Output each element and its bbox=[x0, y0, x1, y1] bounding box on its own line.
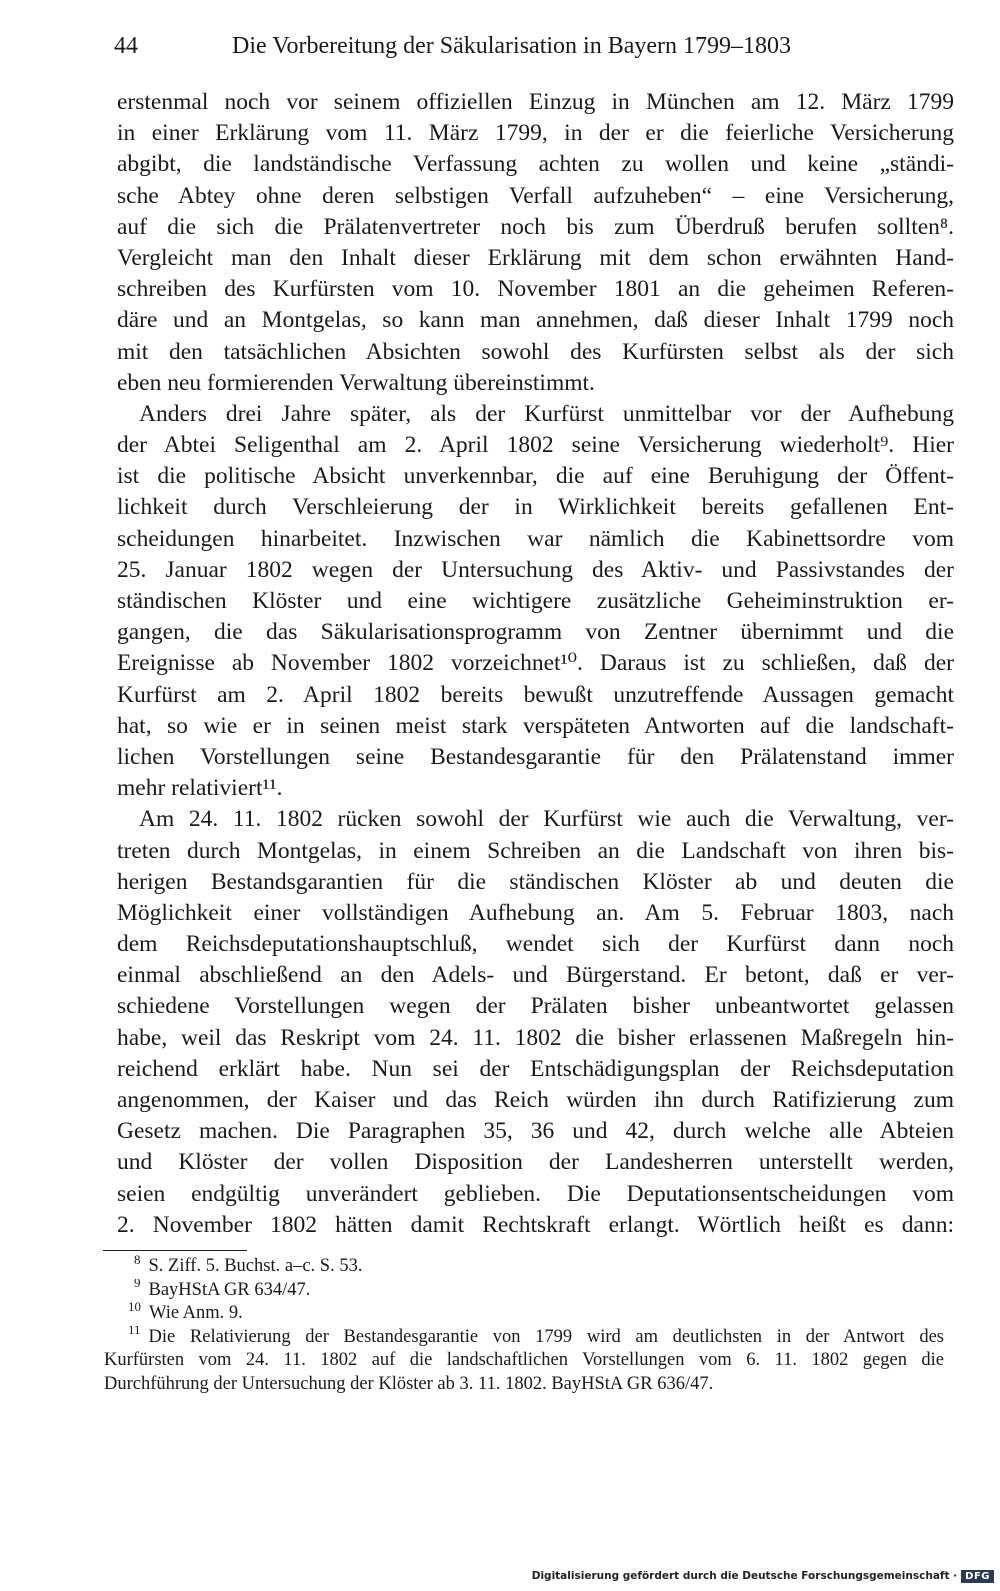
page-number: 44 bbox=[114, 33, 138, 59]
text-line: mehr relativiert¹¹. bbox=[117, 775, 283, 802]
page-header bbox=[114, 28, 954, 68]
footnote-text: S. Ziff. 5. Buchst. a–c. S. 53. bbox=[148, 1256, 363, 1276]
footnotes bbox=[104, 1255, 944, 1396]
text-line: schiedene Vorstellungen wegen der Prälaten bisher unbeantwortet gelassen bbox=[117, 993, 954, 1020]
footnote-11-line: Durchführung der Untersuchung der Klöster ab 3. 11. 1802. BayHStA GR 636/47. bbox=[104, 1373, 714, 1394]
dfg-logo: DFG bbox=[961, 1570, 994, 1583]
text-line: 2. November 1802 hätten damit Rechtskraft erlangt. Wörtlich heißt es dann: bbox=[117, 1211, 954, 1238]
text-line: schreiben des Kurfürsten vom 10. November 1801 an die geheimen Referen- bbox=[117, 276, 954, 303]
text-line: dem Reichsdeputationshauptschluß, wendet sich der Kurfürst dann noch bbox=[117, 931, 954, 958]
text-line: angenommen, der Kaiser und das Reich würden ihn durch Ratifizierung zum bbox=[117, 1087, 954, 1113]
text-line: Kurfürst am 2. April 1802 bereits bewußt unzutreffende Aussagen gemacht bbox=[117, 681, 954, 708]
text-line: treten durch Montgelas, in einem Schreiben an die Landschaft von ihren bis- bbox=[117, 837, 954, 864]
text-line: Ereignisse ab November 1802 vorzeichnet¹⁰. Daraus ist zu schließen, daß der bbox=[117, 650, 954, 677]
text-line: Möglichkeit einer vollständigen Aufhebung an. Am 5. Februar 1803, nach bbox=[117, 899, 954, 926]
text-line: auf die sich die Prälatenvertreter noch bis zum Überdruß berufen sollten⁸. bbox=[117, 213, 954, 240]
text-line: und Klöster der vollen Disposition der Landesherren unterstellt werden, bbox=[117, 1149, 954, 1176]
text-line: eben neu formierenden Verwaltung übereinstimmt. bbox=[117, 369, 595, 396]
text-line: lichkeit durch Verschleierung der in Wirklichkeit bereits gefallenen Ent- bbox=[117, 494, 954, 521]
text-line: gangen, die das Säkularisationsprogramm von Zentner übernimmt und die bbox=[117, 619, 954, 646]
text-line: Am 24. 11. 1802 rücken sowohl der Kurfürst wie auch die Verwaltung, ver- bbox=[139, 806, 954, 833]
text-line: Gesetz machen. Die Paragraphen 35, 36 und 42, durch welche alle Abteien bbox=[117, 1118, 954, 1145]
text-line: erstenmal noch vor seinem offiziellen Einzug in München am 12. März 1799 bbox=[117, 89, 954, 115]
text-line: in einer Erklärung vom 11. März 1799, in der er die feierliche Versicherung bbox=[117, 120, 954, 147]
text-line: ist die politische Absicht unverkennbar, die auf eine Beruhigung der Öffent- bbox=[117, 463, 954, 490]
text-line: lichen Vorstellungen seine Bestandesgarantie für den Prälatenstand immer bbox=[117, 743, 954, 770]
body-text bbox=[117, 87, 954, 1241]
footnote-text: Die Relativierung der Bestandesgarantie von 1799 wird am deutlichsten in der Antwort des bbox=[148, 1326, 944, 1347]
text-line: herigen Bestandsgarantien für die ständischen Klöster ab und deuten die bbox=[117, 868, 954, 895]
footnote-number: 9 bbox=[134, 1278, 141, 1291]
text-line: seien endgültig unverändert geblieben. Die Deputationsentscheidungen vom bbox=[117, 1180, 954, 1207]
text-line: Vergleicht man den Inhalt dieser Erklärung mit dem schon erwähnten Hand- bbox=[117, 244, 954, 271]
text-line: der Abtei Seligenthal am 2. April 1802 seine Versicherung wiederholt⁹. Hier bbox=[117, 432, 954, 459]
footnote-number: 11 bbox=[128, 1325, 141, 1338]
footnote-9 bbox=[104, 1279, 944, 1303]
text-line: einmal abschließend an den Adels- und Bürgerstand. Er betont, daß er ver- bbox=[117, 962, 954, 989]
footnote-divider bbox=[103, 1250, 247, 1251]
text-line: habe, weil das Reskript vom 24. 11. 1802 die bisher erlassenen Maßregeln hin- bbox=[117, 1024, 954, 1051]
text-line: reichend erklärt habe. Nun sei der Entschädigungsplan der Reichsdeputation bbox=[117, 1055, 954, 1082]
text-line: 25. Januar 1802 wegen der Untersuchung des Aktiv- und Passivstandes der bbox=[117, 556, 954, 583]
footnote-number: 8 bbox=[134, 1255, 141, 1267]
running-title: Die Vorbereitung der Säkularisation in Bayern 1799–1803 bbox=[232, 33, 792, 59]
footnote-11-line bbox=[104, 1326, 944, 1350]
footnote-11-line: Kurfürsten vom 24. 11. 1802 auf die landschaftlichen Vorstellungen vom 6. 11. 1802 gegen die bbox=[104, 1350, 944, 1370]
funding-text: Digitalisierung gefördert durch die Deutsche Forschungsgemeinschaft · bbox=[531, 1570, 958, 1582]
footnote-8 bbox=[104, 1255, 944, 1279]
text-line: scheidungen hinarbeitet. Inzwischen war nämlich die Kabinettsordre vom bbox=[117, 525, 954, 552]
text-line: Anders drei Jahre später, als der Kurfürst unmittelbar vor der Aufhebung bbox=[139, 400, 954, 427]
text-line: hat, so wie er in seinen meist stark verspäteten Antworten auf die landschaft- bbox=[117, 712, 954, 739]
text-line: abgibt, die landständische Verfassung achten zu wollen und keine „ständi- bbox=[117, 151, 954, 178]
footnote-text: Wie Anm. 9. bbox=[149, 1303, 243, 1323]
footnote-text: BayHStA GR 634/47. bbox=[148, 1279, 311, 1300]
text-line: däre und an Montgelas, so kann man annehmen, daß dieser Inhalt 1799 noch bbox=[117, 307, 954, 334]
text-line: ständischen Klöster und eine wichtigere zusätzliche Geheiminstruktion er- bbox=[117, 588, 954, 614]
footnote-number: 10 bbox=[128, 1302, 141, 1314]
funding-banner bbox=[532, 1567, 994, 1585]
text-line: mit den tatsächlichen Absichten sowohl des Kurfürsten selbst als der sich bbox=[117, 338, 954, 365]
footnote-10 bbox=[104, 1302, 944, 1326]
text-line: sche Abtey ohne deren selbstigen Verfall aufzuheben“ – eine Versicherung, bbox=[117, 182, 954, 209]
